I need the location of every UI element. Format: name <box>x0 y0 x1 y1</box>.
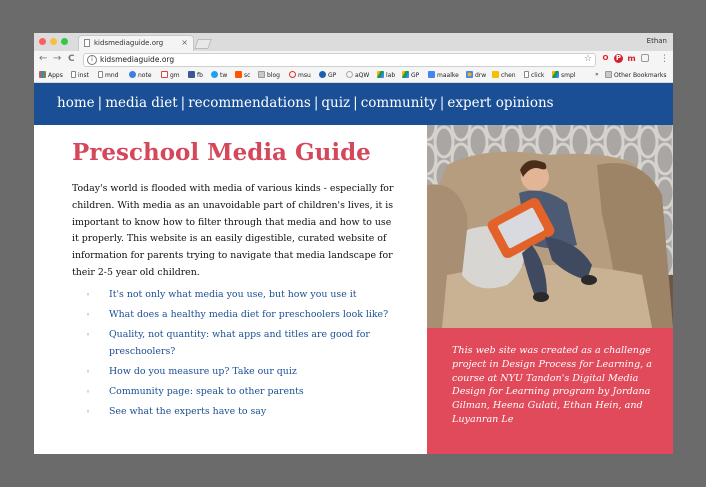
bookmark-gp2[interactable]: GP <box>402 71 419 79</box>
bookmark-sc[interactable]: sc <box>235 71 250 79</box>
nav-recommendations[interactable]: recommendations <box>188 95 311 111</box>
reload-button[interactable]: C <box>68 54 75 64</box>
bullet-icon: ◦ <box>86 367 91 376</box>
bookmark-fb[interactable]: fb <box>188 71 203 79</box>
info-icon[interactable]: i <box>87 55 97 65</box>
bullet-icon: ◦ <box>86 331 91 340</box>
gp-icon <box>319 71 326 78</box>
bullet-icon: ◦ <box>86 291 91 299</box>
url-text[interactable]: kidsmediaguide.org <box>100 55 175 64</box>
bookmarks-bar <box>34 69 673 83</box>
bookmark-aqw[interactable]: aQW <box>346 71 369 79</box>
facebook-icon <box>188 71 195 78</box>
bullet-icon: ◦ <box>86 408 91 417</box>
bookmark-lab[interactable]: lab <box>377 71 395 79</box>
nav-community[interactable]: community <box>360 95 437 111</box>
page-icon <box>84 39 90 47</box>
drive-icon <box>377 71 384 78</box>
profile-name[interactable]: Ethan <box>646 37 667 45</box>
topic-link-media-diet[interactable]: ◦ What does a healthy media diet for preschoolers look like? <box>86 307 406 323</box>
bullet-icon: ◦ <box>86 388 91 397</box>
bookmark-maalke[interactable]: maalke <box>428 71 459 79</box>
bookmark-star-icon[interactable]: ☆ <box>583 54 592 64</box>
bookmark-note[interactable]: note <box>129 71 152 79</box>
topic-link-list <box>86 287 406 424</box>
nav-media-diet[interactable]: media diet <box>105 95 178 111</box>
chen-icon <box>492 71 499 78</box>
gmail-icon <box>161 71 168 78</box>
topic-link-community[interactable]: ◦ Community page: speak to other parents <box>86 384 406 400</box>
maximize-window-button[interactable] <box>61 38 68 45</box>
bookmark-gm[interactable]: gm <box>161 71 180 79</box>
tab-title: kidsmediaguide.org <box>94 39 164 47</box>
bookmark-smpl[interactable]: smpl <box>552 71 575 79</box>
main-content <box>34 125 673 454</box>
bookmark-click[interactable]: click <box>524 71 544 79</box>
photo-illustration <box>427 125 673 328</box>
page-icon <box>71 71 76 78</box>
page-title: Preschool Media Guide <box>72 139 371 166</box>
page-icon <box>524 71 529 78</box>
apps-grid-icon <box>39 71 46 78</box>
twitter-icon <box>211 71 218 78</box>
nav-separator: | <box>439 95 445 111</box>
topic-link-quality[interactable]: ◦ Quality, not quantity: what apps and titles are good for preschoolers? <box>86 329 370 357</box>
nav-separator: | <box>353 95 358 111</box>
bookmark-tw[interactable]: tw <box>211 71 227 79</box>
tab-bar <box>34 33 673 51</box>
bookmark-mnd[interactable]: mnd <box>98 71 118 79</box>
intro-paragraph: Today's world is flooded with media of various kinds - especially for children. With media as an unavoidable part of children's lives, it is important to know how to filter through that media and how to use it properly. This website is an easily digestible, curated website of information for parents trying to navigate that media landscape for their 2-5 year old children. <box>72 183 394 278</box>
nav-expert-opinions[interactable]: expert opinions <box>447 95 554 111</box>
address-bar[interactable] <box>83 53 596 67</box>
drive-icon <box>552 71 559 78</box>
topic-link-experts[interactable]: ◦ See what the experts have to say <box>86 404 406 420</box>
credits-box <box>427 328 673 454</box>
bookmark-msu[interactable]: msu <box>289 71 311 79</box>
aqw-icon <box>346 71 353 78</box>
credits-text: This web site was created as a challenge project in Design Process for Learning, a course at NYU Tandon's Digital Media Design for Learning program by Jordana Gilman, Heena Gulati, Ethan Hein, and Luyanran Le <box>452 345 652 425</box>
close-tab-icon[interactable]: × <box>181 38 188 47</box>
site-nav <box>34 83 673 125</box>
bullet-icon: ◦ <box>86 311 91 320</box>
folder-icon <box>605 71 612 78</box>
bookmark-apps[interactable]: Apps <box>39 71 63 79</box>
browser-window <box>34 33 673 454</box>
drive-icon <box>402 71 409 78</box>
menu-icon[interactable]: ⋮ <box>660 54 669 64</box>
topic-link-how-you-use[interactable]: ◦ It's not only what media you use, but how you use it <box>86 287 406 303</box>
bookmark-blog[interactable]: blog <box>258 71 280 79</box>
note-icon <box>129 71 136 78</box>
nav-separator: | <box>313 95 319 111</box>
browser-toolbar <box>34 51 673 69</box>
folder-icon <box>258 71 265 78</box>
new-tab-button[interactable] <box>194 39 212 49</box>
browser-tab[interactable] <box>78 35 194 51</box>
topic-link-quiz[interactable]: ◦ How do you measure up? Take our quiz <box>86 364 406 380</box>
nav-separator: | <box>180 95 186 111</box>
child-with-tablet-photo <box>427 125 673 328</box>
bookmark-chen[interactable]: chen <box>492 71 516 79</box>
msu-icon <box>289 71 296 78</box>
pinterest-extension-icon[interactable]: P <box>615 54 622 62</box>
bookmark-drw[interactable]: drw <box>466 71 486 79</box>
drw-icon <box>466 71 473 78</box>
bookmark-inst[interactable]: inst <box>71 71 89 79</box>
minimize-window-button[interactable] <box>50 38 57 45</box>
page-icon <box>98 71 103 78</box>
nav-home[interactable]: home <box>57 95 95 111</box>
nav-separator: | <box>97 95 103 111</box>
other-bookmarks[interactable]: Other Bookmarks <box>605 71 666 79</box>
back-button[interactable]: ← <box>39 53 48 64</box>
extension-puzzle-icon[interactable] <box>641 54 649 62</box>
bookmark-gp[interactable]: GP <box>319 71 336 79</box>
forward-button[interactable]: → <box>53 53 62 64</box>
nav-quiz[interactable]: quiz <box>321 95 351 111</box>
bookmarks-overflow-button[interactable]: » <box>595 71 599 78</box>
calendar-icon <box>428 71 435 78</box>
mail-extension-icon[interactable]: m <box>627 54 636 63</box>
opera-extension-icon[interactable]: O <box>602 54 609 62</box>
soundcloud-icon <box>235 71 242 78</box>
close-window-button[interactable] <box>39 38 46 45</box>
